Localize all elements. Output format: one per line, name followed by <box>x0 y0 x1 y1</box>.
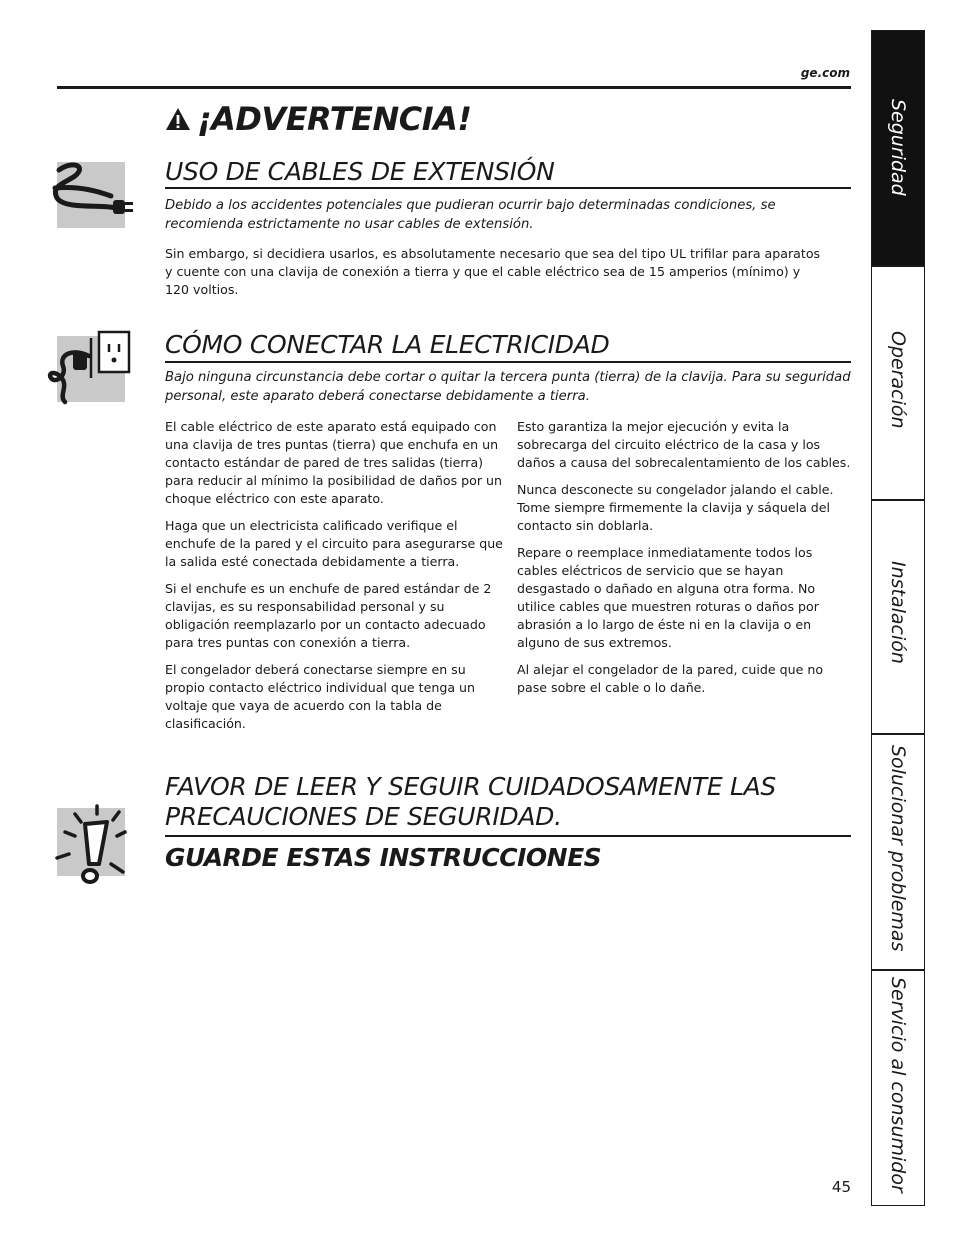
tab-solucionar-problemas[interactable]: Solucionar problemas <box>871 734 925 970</box>
safety-precautions-title-line2: PRECAUCIONES DE SEGURIDAD. <box>165 802 562 831</box>
electricity-left-column <box>165 418 505 742</box>
paragraph: El cable eléctrico de este aparato está equipado con una clavija de tres puntas (tierra) que enchufa en un contacto estándar de pared de tres salidas (tierra) para reducir al mínimo la posibilidad de daños por un choque eléctrico con este aparato. <box>165 419 503 506</box>
section-extension-cords-intro: Debido a los accidentes potenciales que pudieran ocurrir bajo determinadas condiciones, se recomienda estrictamente no usar cables de extensión. <box>165 198 776 232</box>
paragraph: Repare o reemplace inmediatamente todos los cables eléctricos de servicio que se hayan desgastado o dañado en alguna otra forma. No utilice cables que muestren roturas o daños por abrasión a lo largo de éste ni en la clavija o en alguno de sus extremos. <box>517 545 819 650</box>
outlet-plug-icon <box>45 330 135 415</box>
outlet-plug-icon-box <box>57 336 125 402</box>
tab-operacion[interactable]: Operación <box>871 266 925 500</box>
caution-icon-box <box>57 808 125 876</box>
section-electricity-title: CÓMO CONECTAR LA ELECTRICIDAD <box>165 330 610 359</box>
tab-instalacion[interactable]: Instalación <box>871 500 925 734</box>
paragraph: Haga que un electricista calificado verifique el enchufe de la pared y el circuito para asegurarse que la salida esté conectada debidamente a tierra. <box>165 518 503 569</box>
warning-title: ¡ADVERTENCIA! <box>197 100 472 138</box>
paragraph: El congelador deberá conectarse siempre en su propio contacto eléctrico individual que tenga un voltaje que vaya de acuerdo con la tabla de clasificación. <box>165 662 475 731</box>
extension-cord-icon <box>45 156 140 236</box>
tab-seguridad[interactable]: Seguridad <box>871 30 925 266</box>
paragraph: Si el enchufe es un enchufe de pared estándar de 2 clavijas, es su responsabilidad personal y su obligación reemplazarlo por un contacto adecuado para tres puntas con conexión a tierra. <box>165 581 492 650</box>
section-tabs <box>871 30 927 1206</box>
electricity-right-column <box>517 418 853 706</box>
safety-precautions-title-line1: FAVOR DE LEER Y SEGUIR CUIDADOSAMENTE LAS <box>165 772 777 801</box>
section-rule <box>165 187 851 189</box>
site-url: ge.com <box>800 66 850 80</box>
warning-triangle-icon <box>165 106 191 132</box>
section-extension-cords-body: Sin embargo, si decidiera usarlos, es absolutamente necesario que sea del tipo UL trifilar para aparatos y cuente con una clavija de conexión a tierra y que el cable eléctrico sea de 15 amperios (mínimo) y 120 voltios. <box>165 246 821 297</box>
paragraph: Esto garantiza la mejor ejecución y evita la sobrecarga del circuito eléctrico de la casa y los daños a causa del sobrecalentamiento de los cables. <box>517 419 851 470</box>
section-rule <box>165 835 851 837</box>
extension-cord-icon-box <box>57 162 125 228</box>
section-electricity-intro: Bajo ninguna circunstancia debe cortar o quitar la tercera punta (tierra) de la clavija. Para su seguridad personal, este aparato deberá conectarse debidamente a tierra. <box>165 370 851 404</box>
tab-servicio-al-consumidor[interactable]: Servicio al consumidor <box>871 970 925 1206</box>
caution-exclamation-icon <box>45 802 140 892</box>
paragraph: Nunca desconecte su congelador jalando el cable. Tome siempre firmemente la clavija y sáquela del contacto sin doblarla. <box>517 482 834 533</box>
header-rule <box>57 86 851 89</box>
paragraph: Al alejar el congelador de la pared, cuide que no pase sobre el cable o lo dañe. <box>517 662 824 695</box>
section-rule <box>165 361 851 363</box>
save-instructions: GUARDE ESTAS INSTRUCCIONES <box>165 843 602 872</box>
warning-heading <box>165 100 471 138</box>
section-extension-cords-title: USO DE CABLES DE EXTENSIÓN <box>165 157 555 186</box>
page-number: 45 <box>831 1178 851 1196</box>
